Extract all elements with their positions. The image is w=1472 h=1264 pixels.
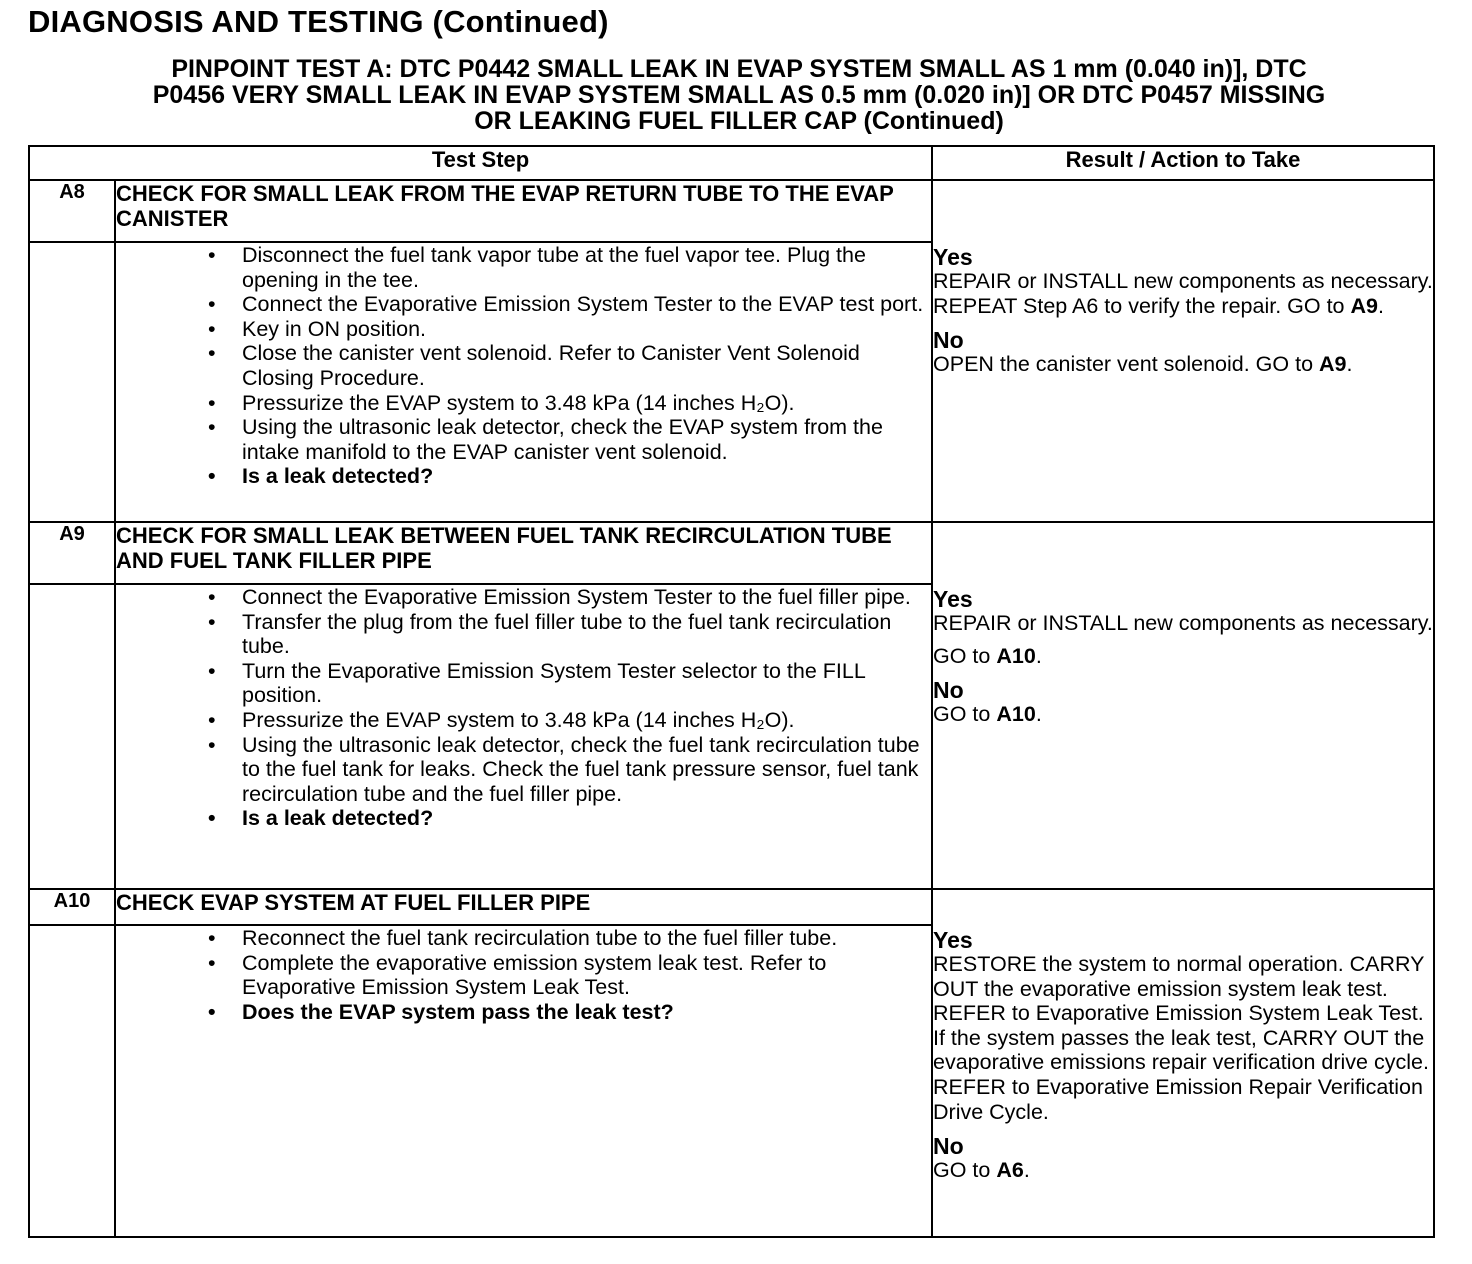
step-id: A8 xyxy=(29,180,115,242)
step-result xyxy=(932,522,1434,889)
step-id-spacer xyxy=(29,242,115,522)
yes-label: Yes xyxy=(933,586,973,612)
list-item: • Pressurize the EVAP system to 3.48 kPa (14 inches H₂O). xyxy=(116,391,931,416)
no-action: GO to A6. xyxy=(933,1158,1030,1183)
page-title: DIAGNOSIS AND TESTING (Continued) xyxy=(28,4,609,39)
step-title-row xyxy=(29,889,1434,925)
yes-label: Yes xyxy=(933,244,973,270)
step-title: CHECK FOR SMALL LEAK FROM THE EVAP RETURN TUBE TO THE EVAP CANISTER xyxy=(115,180,932,242)
result-header: Result / Action to Take xyxy=(932,146,1434,180)
list-item: • Connect the Evaporative Emission System Tester to the fuel filler pipe. xyxy=(116,585,931,610)
test-title-line: OR LEAKING FUEL FILLER CAP (Continued) xyxy=(474,107,1004,135)
no-action: OPEN the canister vent solenoid. GO to A9. xyxy=(933,352,1353,377)
step-body xyxy=(115,925,932,1237)
step-id: A10 xyxy=(29,889,115,925)
test-step-header: Test Step xyxy=(29,146,932,180)
table-header-row xyxy=(29,146,1434,180)
step-question: • Does the EVAP system pass the leak test? xyxy=(116,1000,931,1025)
list-item: • Pressurize the EVAP system to 3.48 kPa (14 inches H₂O). xyxy=(116,708,931,733)
no-label: No xyxy=(933,1133,964,1160)
list-item: • Close the canister vent solenoid. Refer to Canister Vent Solenoid Closing Procedure. xyxy=(116,341,931,390)
step-id: A9 xyxy=(29,522,115,584)
list-item: • Transfer the plug from the fuel filler tube to the fuel tank recirculation tube. xyxy=(116,610,931,659)
step-question: • Is a leak detected? xyxy=(116,464,931,489)
test-title-line: P0456 VERY SMALL LEAK IN EVAP SYSTEM SMALL AS 0.5 mm (0.020 in)] OR DTC P0457 MISSING xyxy=(152,81,1326,109)
yes-action: REPAIR or INSTALL new components as necessary. REPEAT Step A6 to verify the repair. GO to A9. xyxy=(933,269,1433,318)
step-bullets xyxy=(116,926,931,1024)
list-item: • Connect the Evaporative Emission System Tester to the EVAP test port. xyxy=(116,292,931,317)
list-item: • Turn the Evaporative Emission System Tester selector to the FILL position. xyxy=(116,659,931,708)
yes-label: Yes xyxy=(933,927,973,953)
yes-goto: GO to A10. xyxy=(933,643,1042,668)
list-item: • Complete the evaporative emission system leak test. Refer to Evaporative Emission System Leak Test. xyxy=(116,951,931,1000)
no-label: No xyxy=(933,327,964,354)
step-result xyxy=(932,180,1434,522)
test-title-line: PINPOINT TEST A: DTC P0442 SMALL LEAK IN EVAP SYSTEM SMALL AS 1 mm (0.040 in)], DTC xyxy=(171,55,1307,83)
step-title-row xyxy=(29,180,1434,242)
list-item: • Disconnect the fuel tank vapor tube at the fuel vapor tee. Plug the opening in the tee. xyxy=(116,243,931,292)
step-title-row xyxy=(29,522,1434,584)
step-title: CHECK FOR SMALL LEAK BETWEEN FUEL TANK RECIRCULATION TUBE AND FUEL TANK FILLER PIPE xyxy=(115,522,932,584)
list-item: • Key in ON position. xyxy=(116,317,931,342)
no-action: GO to A10. xyxy=(933,702,1042,727)
list-item: • Using the ultrasonic leak detector, check the fuel tank recirculation tube to the fuel tank for leaks. Check the fuel tank pressure sensor, fuel tank recirculation tube and the fuel filler pipe. xyxy=(116,733,931,807)
yes-action: RESTORE the system to normal operation. CARRY OUT the evaporative emission system leak test. REFER to Evaporative Emission System Leak Test. If the system passes the leak test, CARRY OUT the evaporative emissions repair verification drive cycle. REFER to Evaporative Emission Repair Verification Drive Cycle. xyxy=(933,952,1429,1124)
step-question: • Is a leak detected? xyxy=(116,806,931,831)
step-id-spacer xyxy=(29,925,115,1237)
step-title: CHECK EVAP SYSTEM AT FUEL FILLER PIPE xyxy=(115,889,932,925)
step-body xyxy=(115,584,932,889)
step-bullets xyxy=(116,243,931,489)
step-body xyxy=(115,242,932,522)
pinpoint-test-title xyxy=(40,56,1438,134)
pinpoint-test-table xyxy=(28,145,1435,1238)
no-label: No xyxy=(933,677,964,704)
list-item: • Reconnect the fuel tank recirculation tube to the fuel filler tube. xyxy=(116,926,931,951)
step-result xyxy=(932,889,1434,1237)
list-item: • Using the ultrasonic leak detector, check the EVAP system from the intake manifold to the EVAP canister vent solenoid. xyxy=(116,415,931,464)
yes-action: REPAIR or INSTALL new components as necessary. xyxy=(933,611,1433,635)
step-bullets xyxy=(116,585,931,831)
step-id-spacer xyxy=(29,584,115,889)
